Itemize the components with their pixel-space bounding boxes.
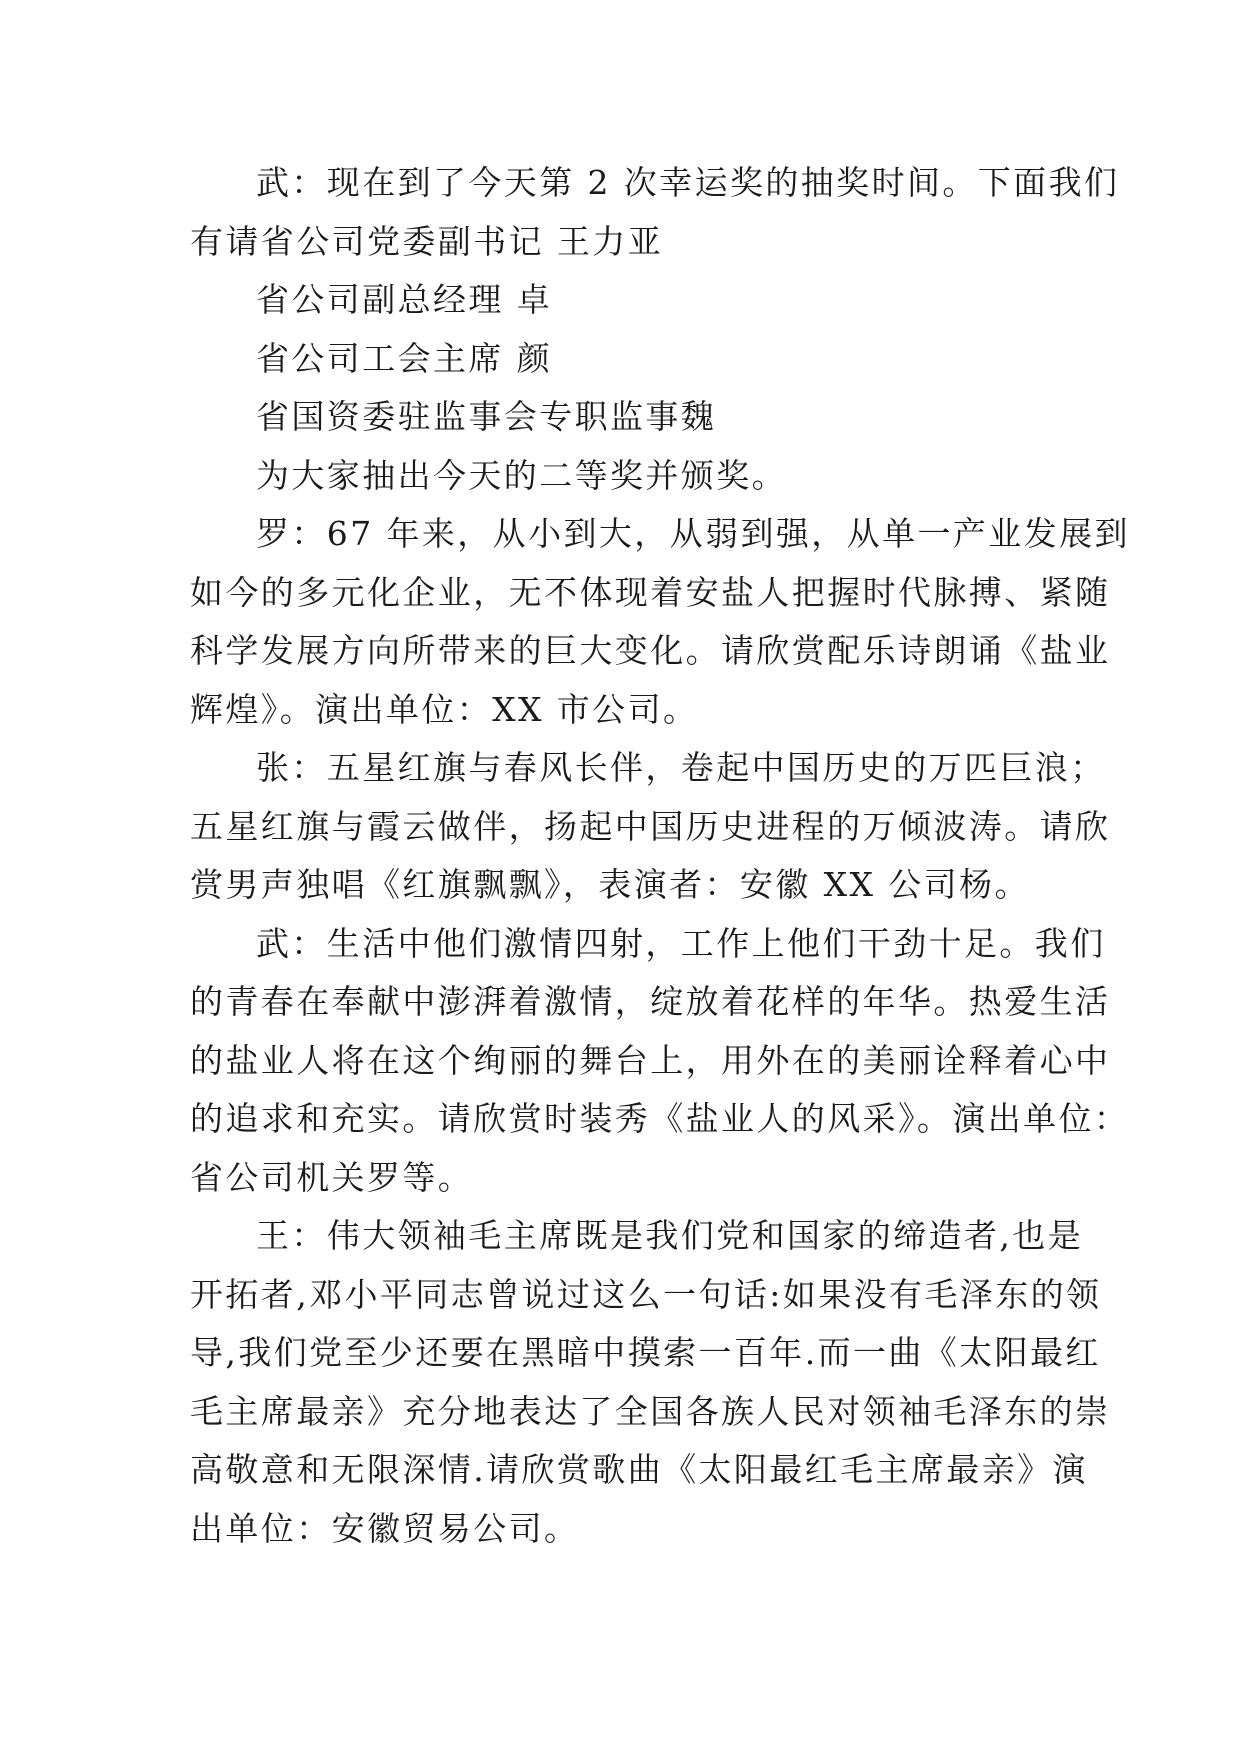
text-line: 五星红旗与霞云做伴，扬起中国历史进程的万倾波涛。请欣 [190, 806, 1111, 846]
text-line: 的青春在奉献中澎湃着激情，绽放着花样的年华。热爱生活 [190, 982, 1111, 1021]
text-line: 省公司副总经理 卓 [256, 280, 553, 319]
document-body [190, 154, 1130, 1558]
text-line: 为大家抽出今天的二等奖并颁奖。 [256, 455, 787, 495]
text-line: 省国资委驻监事会专职监事魏 [256, 397, 717, 436]
paragraph [190, 739, 1111, 915]
text-line: 辉煌》。演出单位：XX 市公司。 [190, 689, 699, 729]
text-line: 有请省公司党委副书记 王力亚 [190, 221, 664, 261]
paragraph [190, 330, 1042, 389]
text-line: 武：生活中他们激情四射，工作上他们干劲十足。我们 [256, 923, 1106, 963]
text-line: 出单位：安徽贸易公司。 [190, 1508, 580, 1548]
paragraph [190, 271, 1042, 330]
text-line: 罗：67 年来，从小到大，从弱到强，从单一产业发展到 [256, 514, 1130, 553]
text-line: 开拓者,邓小平同志曾说过这么一句话:如果没有毛泽东的领 [190, 1274, 1102, 1314]
paragraph [190, 915, 1130, 1208]
text-line: 的追求和充实。请欣赏时装秀《盐业人的风采》。演出单位： [190, 1099, 1130, 1138]
text-line: 省公司工会主席 颜 [256, 338, 553, 378]
text-line: 武：现在到了今天第 2 次幸运奖的抽奖时间。下面我们 [256, 163, 1120, 202]
text-line: 科学发展方向所带来的巨大变化。请欣赏配乐诗朗诵《盐业 [190, 631, 1111, 670]
paragraph [190, 1207, 1111, 1558]
text-line: 毛主席最亲》充分地表达了全国各族人民对领袖毛泽东的崇 [190, 1391, 1111, 1431]
text-line: 赏男声独唱《红旗飘飘》，表演者：安徽 XX 公司杨。 [190, 865, 1030, 904]
text-line: 省公司机关罗等。 [190, 1157, 474, 1197]
paragraph [190, 388, 1042, 447]
text-line: 导,我们党至少还要在黑暗中摸索一百年.而一曲《太阳最红 [190, 1333, 1101, 1372]
paragraph [190, 505, 1130, 739]
paragraph [190, 154, 1120, 271]
text-line: 王：伟大领袖毛主席既是我们党和国家的缔造者,也是 [256, 1216, 1084, 1255]
text-line: 高敬意和无限深情.请欣赏歌曲《太阳最红毛主席最亲》演 [190, 1450, 1088, 1489]
text-line: 张：五星红旗与春风长伴，卷起中国历史的万匹巨浪； [256, 748, 1106, 787]
text-line: 如今的多元化企业，无不体现着安盐人把握时代脉搏、紧随 [190, 572, 1111, 612]
paragraph [190, 447, 1042, 506]
text-line: 的盐业人将在这个绚丽的舞台上，用外在的美丽诠释着心中 [190, 1040, 1111, 1080]
